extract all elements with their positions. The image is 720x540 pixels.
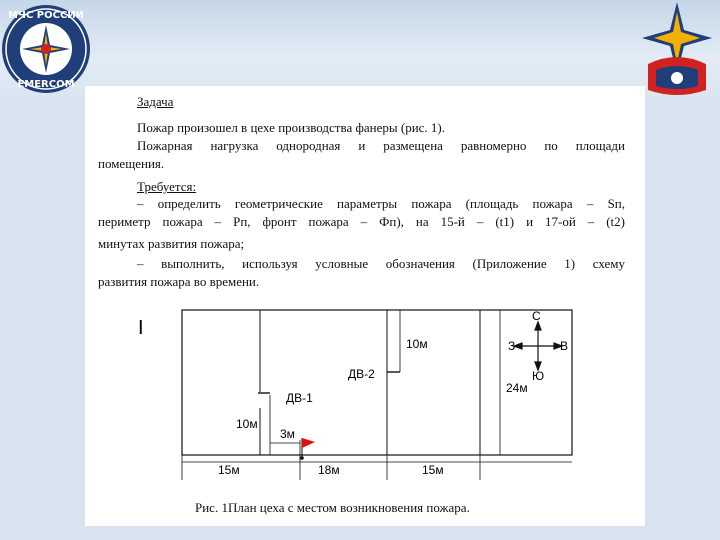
task-line-3: помещения. <box>98 156 165 171</box>
door-dv1-label: ДВ-1 <box>286 391 313 405</box>
header-banner <box>0 0 720 96</box>
compass-east: В <box>560 339 569 353</box>
task-line-1: Пожар произошел в цехе производства фанеры (рис. 1). <box>137 120 446 135</box>
roman-numeral: I <box>138 317 144 339</box>
dim-bottom-18m: 18м <box>318 463 340 477</box>
dim-right-10m: 10м <box>406 337 428 351</box>
requirements-title: Требуется: <box>137 179 197 194</box>
requirement-1-line-3: минутах развития пожара; <box>98 236 245 251</box>
requirement-1-line-2: периметр пожара – Pп, фронт пожара – Фп), на 15-й – (t1) и 17-ой – (t2) <box>98 214 625 229</box>
requirement-2-line-1: – выполнить, используя условные обозначения (Приложение 1) схему <box>137 256 625 271</box>
compass-north: С <box>532 309 541 323</box>
dim-bottom-15m-left: 15м <box>218 463 240 477</box>
door-dv2-label: ДВ-2 <box>348 367 375 381</box>
requirement-1-line-1: – определить геометрические параметры пожара (площадь пожара – Sп, <box>137 196 625 211</box>
task-title: Задача <box>137 94 174 109</box>
fire-origin-flag-icon <box>300 438 315 460</box>
workshop-floor-plan <box>90 300 630 490</box>
svg-text:EMERCOM: EMERCOM <box>17 79 75 90</box>
emercom-emblem-icon <box>0 3 92 95</box>
dim-bottom-15m-right: 15м <box>422 463 444 477</box>
figure-caption: Рис. 1План цеха с местом возникновения пожара. <box>195 500 470 515</box>
compass-rose-icon <box>514 322 562 370</box>
compass-west: З <box>508 339 516 353</box>
dim-24m: 24м <box>506 381 528 395</box>
requirement-2-line-2: развития пожара во времени. <box>98 274 260 289</box>
dim-3m: 3м <box>280 427 295 441</box>
svg-text:МЧС РОССИИ: МЧС РОССИИ <box>7 10 85 21</box>
dim-left-10m: 10м <box>236 417 258 431</box>
regional-emblem-icon <box>634 0 720 96</box>
task-line-2: Пожарная нагрузка однородная и размещена равномерно по площади <box>137 138 625 153</box>
compass-south: Ю <box>532 369 545 383</box>
